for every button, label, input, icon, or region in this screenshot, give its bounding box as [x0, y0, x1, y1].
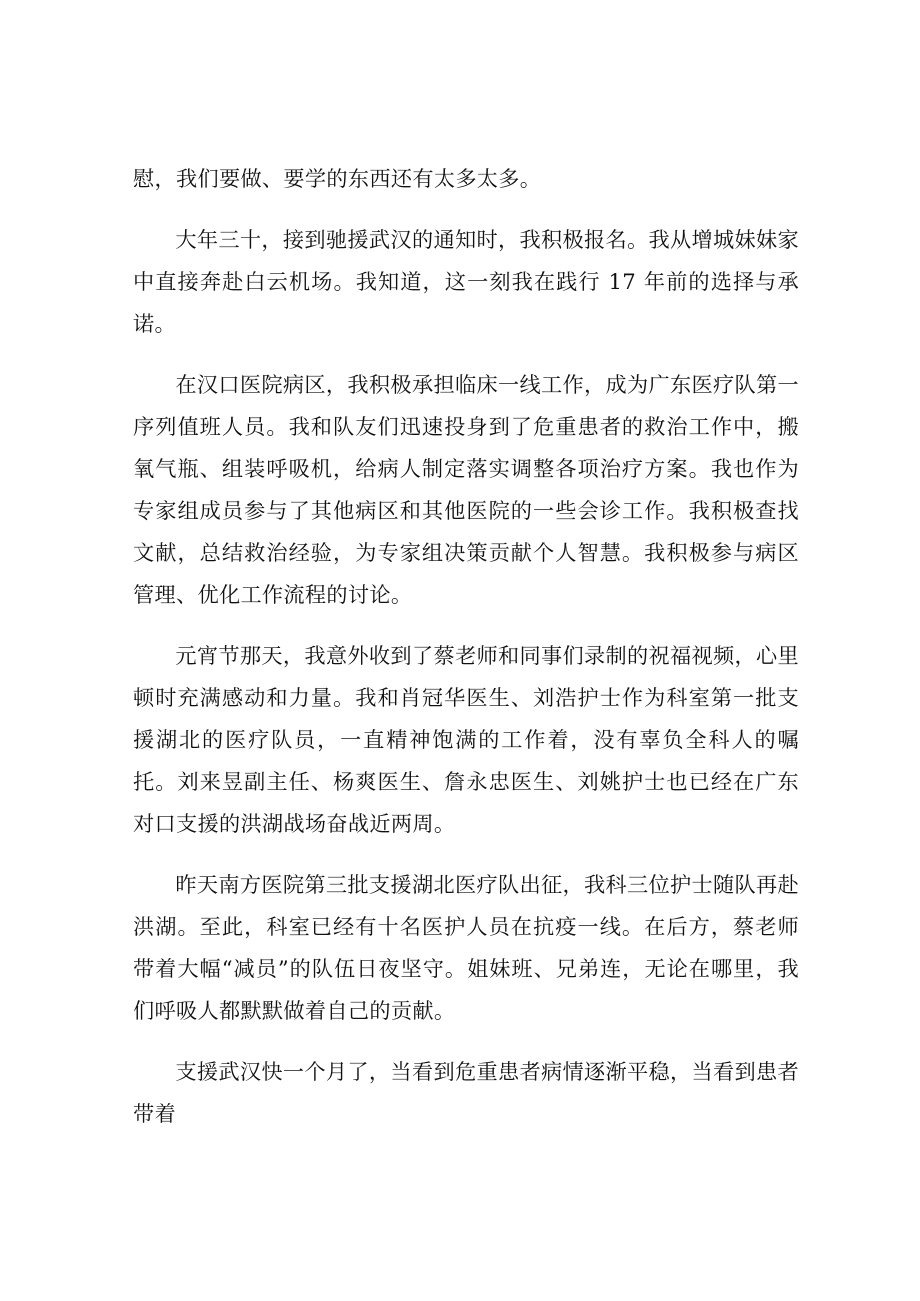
paragraph-continuation: 慰，我们要做、要学的东西还有太多太多。	[133, 166, 542, 191]
paragraph-lantern-festival: 元宵节那天，我意外收到了蔡老师和同事们录制的祝福视频，心里顿时充满感动和力量。我和肖冠华医生、刘浩护士作为科室第一批支援湖北的医疗队员，一直精神饱满的工作着，没有辜负全科人的嘱托。刘来昱副主任、杨爽医生、詹永忠医生、刘姚护士也已经在广东对口支援的洪湖战场奋战近两周。	[133, 643, 799, 836]
document-body	[133, 158, 799, 1154]
paragraph-new-year-eve: 大年三十，接到驰援武汉的通知时，我积极报名。我从增城妹妹家中直接奔赴白云机场。我知道，这一刻我在践行 17 年前的选择与承诺。	[133, 227, 799, 336]
paragraph-one-month: 支援武汉快一个月了，当看到危重患者病情逐渐平稳，当看到患者带着	[133, 1059, 799, 1126]
paragraph-third-batch: 昨天南方医院第三批支援湖北医疗队出征，我科三位护士随队再赴洪湖。至此，科室已经有十名医护人员在抗疫一线。在后方，蔡老师带着大幅“减员”的队伍日夜坚守。姐妹班、兄弟连，无论在哪里，我们呼吸人都默默做着自己的贡献。	[133, 872, 799, 1023]
paragraph-hankou-hospital: 在汉口医院病区，我积极承担临床一线工作，成为广东医疗队第一序列值班人员。我和队友们迅速投身到了危重患者的救治工作中，搬氧气瓶、组装呼吸机，给病人制定落实调整各项治疗方案。我也作为专家组成员参与了其他病区和其他医院的一些会诊工作。我积极查找文献，总结救治经验，为专家组决策贡献个人智慧。我积极参与病区管理、优化工作流程的讨论。	[133, 372, 799, 607]
